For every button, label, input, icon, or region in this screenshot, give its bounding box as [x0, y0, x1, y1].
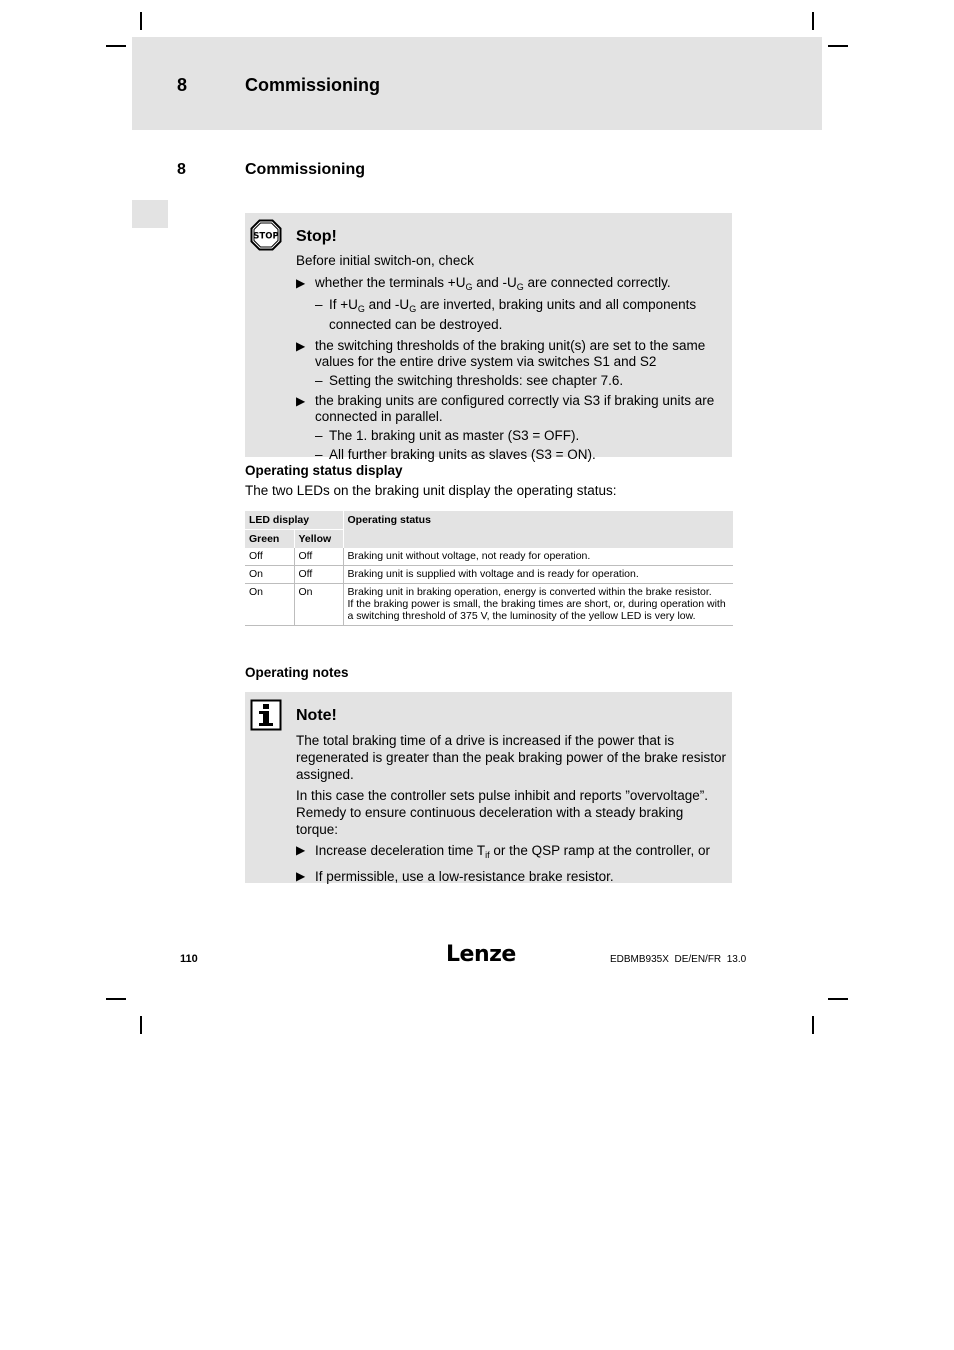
stop-icon-label: STOP: [253, 231, 279, 242]
crop-mark: [812, 12, 814, 30]
bullet-arrow-icon: ▶: [296, 869, 306, 883]
stop-dash-3-text: The 1. braking unit as master (S3 = OFF).: [329, 428, 580, 443]
note-bullet-1: [296, 842, 726, 864]
dash-marker: –: [315, 428, 323, 443]
note-content: [296, 732, 726, 885]
stop-bullet-1-text-a: whether the terminals +U: [315, 275, 466, 290]
stop-title: Stop!: [296, 228, 337, 245]
dash-marker: –: [315, 447, 323, 462]
note-title: Note!: [296, 707, 337, 724]
bullet-arrow-icon: ▶: [296, 339, 306, 353]
stop-dash-2-text: Setting the switching thresholds: see chapter 7.6.: [329, 373, 624, 388]
cell-status: Braking unit is supplied with voltage and is ready for operation.: [343, 566, 733, 584]
stop-dash-2: [296, 373, 726, 389]
stop-bullet-1-text-c: are connected correctly.: [523, 275, 671, 290]
section-title: Commissioning: [245, 161, 366, 178]
bullet-arrow-icon: ▶: [296, 843, 306, 857]
cell-yellow: Off: [294, 548, 343, 566]
stop-dash-1-text-b: and -U: [364, 297, 410, 312]
cell-status-line-2: If the braking power is small, the braking times are short, or, during operation with a switching threshold of 375 V, the luminosity of the yellow LED is very low.: [347, 598, 726, 622]
chapter-title: Commissioning: [245, 75, 381, 95]
cell-status-line-1: Braking unit in braking operation, energy is converted within the brake resistor.: [347, 586, 712, 598]
page-number: 110: [180, 953, 198, 965]
cell-yellow: On: [294, 584, 343, 626]
crop-mark: [140, 1016, 142, 1034]
stop-dash-3: [296, 428, 726, 444]
chapter-header-band: [132, 37, 822, 130]
subscript: G: [409, 304, 417, 314]
cell-status: Braking unit without voltage, not ready for operation.: [343, 548, 733, 566]
stop-content: [296, 253, 726, 463]
stop-bullet-2-text: the switching thresholds of the braking unit(s) are set to the same values for the entire drive system via switches S1 and S2: [315, 338, 706, 369]
chapter-tab-marker: [132, 200, 168, 228]
status-heading: Operating status display: [245, 463, 403, 478]
crop-mark: [812, 1016, 814, 1034]
note-box: [245, 692, 732, 883]
status-intro: The two LEDs on the braking unit display the operating status:: [245, 483, 617, 498]
cell-yellow: Off: [294, 566, 343, 584]
crop-mark: [140, 12, 142, 30]
header-led-display: LED display: [245, 511, 343, 530]
stop-bullet-3: [296, 393, 726, 425]
note-bullet-1-text-a: Increase deceleration time T: [315, 843, 486, 858]
header-yellow: Yellow: [294, 530, 343, 549]
crop-mark: [828, 45, 848, 47]
subscript: G: [465, 282, 473, 292]
note-paragraph-2: In this case the controller sets pulse inhibit and reports ”overvoltage”. Remedy to ensure continuous deceleration with a steady braking torque:: [296, 788, 708, 837]
note-bullet-2: [296, 868, 726, 885]
subscript: if: [485, 850, 490, 860]
note-bullet-2-text: If permissible, use a low-resistance brake resistor.: [315, 869, 614, 884]
note-paragraph-1: The total braking time of a drive is increased if the power that is regenerated is greater than the peak braking power of the brake resistor assigned.: [296, 733, 727, 782]
stop-dash-1-text-a: If +U: [329, 297, 358, 312]
bullet-arrow-icon: ▶: [296, 394, 306, 408]
stop-bullet-2: [296, 338, 726, 370]
document-id: EDBMB935X DE/EN/FR 13.0: [610, 954, 747, 965]
stop-intro: Before initial switch-on, check: [296, 253, 474, 268]
stop-bullet-3-text: the braking units are configured correctly via S3 if braking units are connected in parallel.: [315, 393, 715, 424]
stop-bullet-1: [296, 275, 726, 295]
stop-dash-1: [296, 297, 726, 333]
table-row: [245, 584, 733, 626]
chapter-number: 8: [177, 75, 188, 95]
subscript: G: [357, 304, 365, 314]
cell-green: On: [245, 566, 294, 584]
stop-sign-icon: [250, 219, 282, 251]
header-operating-status: Operating status: [343, 511, 733, 548]
notes-heading: Operating notes: [245, 665, 349, 680]
cell-status: [343, 584, 733, 626]
dash-marker: –: [315, 297, 323, 312]
stop-dash-4-text: All further braking units as slaves (S3 = ON).: [329, 447, 596, 462]
cell-green: On: [245, 584, 294, 626]
table-row: [245, 548, 733, 566]
led-status-table: [245, 511, 733, 626]
section-number: 8: [177, 161, 186, 178]
table-header-row: [245, 511, 733, 530]
stop-bullet-1-text-b: and -U: [472, 275, 517, 290]
crop-mark: [828, 998, 848, 1000]
stop-warning-box: [245, 213, 732, 462]
header-green: Green: [245, 530, 294, 549]
lenze-logo: Lenze: [446, 942, 516, 967]
stop-dash-4: [296, 447, 726, 463]
crop-mark: [106, 998, 126, 1000]
table-row: [245, 566, 733, 584]
stop-dash-1-text-c: are inverted, braking units and all components connected can be destroyed.: [329, 297, 697, 332]
cell-green: Off: [245, 548, 294, 566]
bullet-arrow-icon: ▶: [296, 276, 306, 290]
subscript: G: [516, 282, 524, 292]
info-icon: [250, 699, 282, 731]
crop-mark: [106, 45, 126, 47]
dash-marker: –: [315, 373, 323, 388]
note-bullet-1-text-b: or the QSP ramp at the controller, or: [489, 843, 710, 858]
